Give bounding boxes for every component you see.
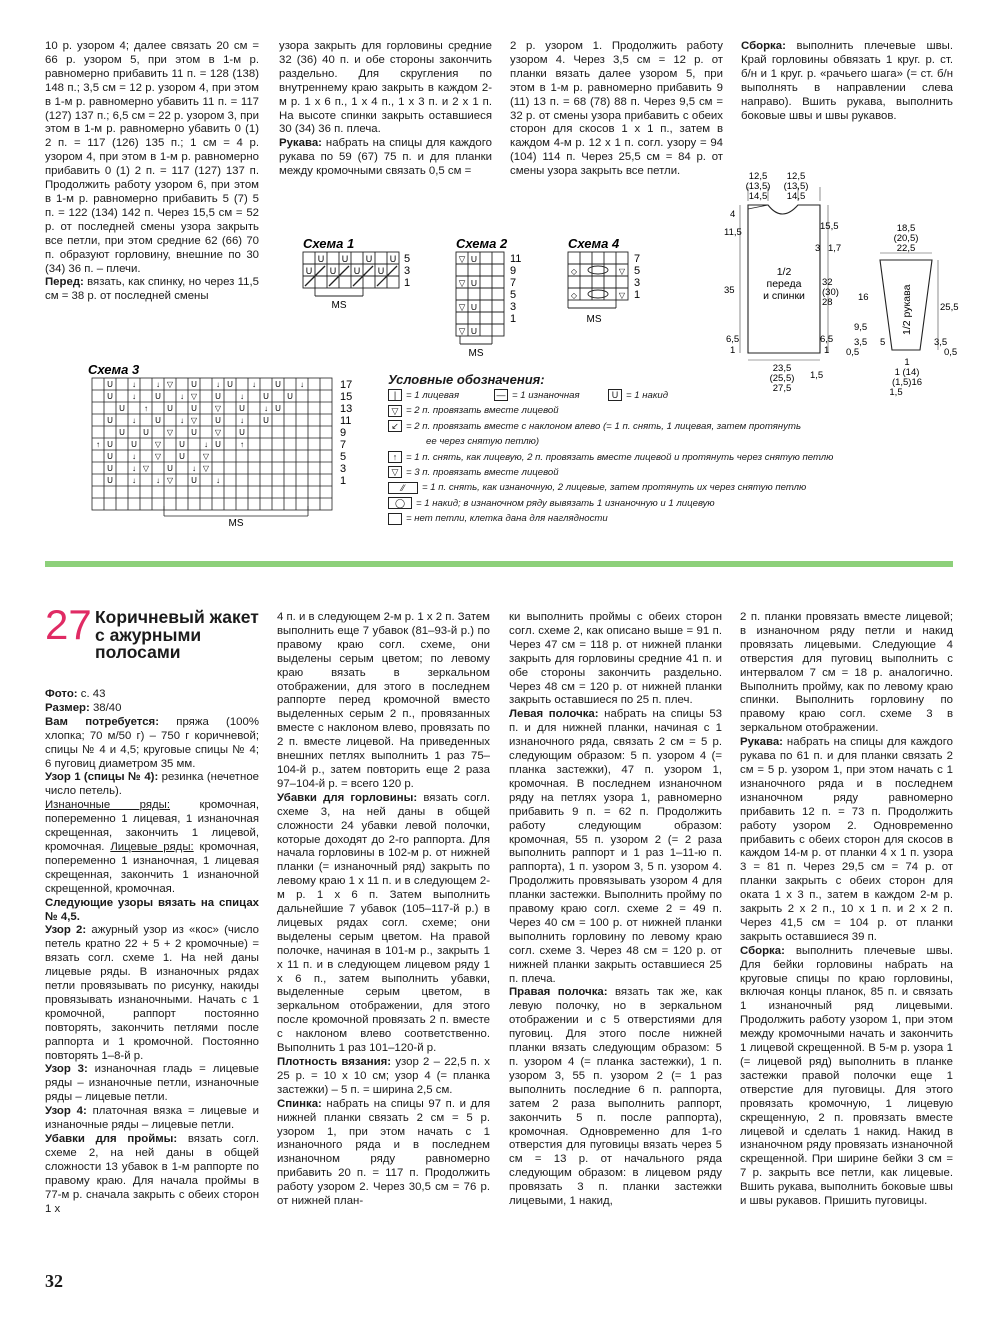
paragraph-text: вязать согл. схеме 3, на ней даны в общей сложности 24 убавки левой полочки, которые доходят до 2-го раппорта. Для начала горловины в 102-м р. от нижней планки (= изнаночный ряд) закрыть по левому краю 1 х 11 п. и в следующем 2-м р. 1 х 6 п. Затем выполнить дальнейшие 7 убавок (105–117-й р.) в лицевых рядах согл. схеме; они выделены серым цветом. На правой полочке, начиная в 101-м р., закрыть 1 х 11 п. и в следующем лицевом ряду 1 х 6 п., затем выполнить убавки, выделенные серым цветом, в зеркальном отображении, для этого после кромочной провязать 2 п. вместе с наклоном влево соответственно. Выполнить 1 раз 101–120-й р. [277, 791, 490, 1055]
sleeves-heading: Рукава: [279, 137, 322, 150]
paragraph-heading: Правая полочка: [509, 986, 608, 999]
paragraph-text: пряжа (100% хлопка; 70 м/50 г) – 750 г коричневой; спицы № 4 и 4,5; круговые спицы № 4; 6 пуговиц диаметром 35 мм. [45, 715, 259, 770]
svg-text:▽: ▽ [214, 404, 222, 413]
a2-paragraph [277, 1098, 490, 1209]
svg-text:↓: ↓ [204, 440, 208, 449]
paragraph-text: 4 п. и в следующем 2-м р. 1 х 2 п. Затем выполнить еще 7 убавок (81–93-й р.) по правому краю согл. схеме, они выделены серым цветом; по левому краю вязать в зеркальном отображении, для этого в последнем раппорте перед кромочной вместо выделенных серым 2 п., провязанных вместе с наклоном влево, провязать по 2 п. вместе лицевой. На приведенных внешних петлях выполнить 1 раз 75–104-й р., затем повторить еще 2 раза 97–104-й р. = всего 120 р. [277, 611, 490, 790]
a1-paragraph [45, 1133, 259, 1216]
svg-text:U: U [239, 404, 245, 413]
svg-text:▽: ▽ [618, 267, 626, 276]
article-col-3 [509, 611, 722, 1209]
front-heading: Перед: [45, 276, 84, 289]
svg-text:▽: ▽ [618, 291, 626, 300]
svg-text:↑: ↑ [96, 440, 100, 449]
scheme-3-row-label: 5 [340, 451, 347, 463]
svg-text:U: U [119, 428, 125, 437]
dim-22-5: 22,5 [896, 243, 916, 254]
svg-text:U: U [305, 266, 313, 276]
svg-text:U: U [470, 302, 478, 312]
svg-text:U: U [227, 380, 233, 389]
svg-text:↑: ↑ [240, 440, 244, 449]
svg-text:↓: ↓ [156, 476, 160, 485]
scheme-3-title: Схема 3 [88, 362, 140, 377]
dim-35: 35 [724, 285, 735, 296]
dim-shoulder-a: 12,5 [748, 171, 768, 182]
assembly-paragraph [741, 40, 953, 123]
dim-4: 4 [730, 209, 736, 220]
yarn-over-icon: U [608, 389, 622, 401]
svg-text:U: U [215, 440, 221, 449]
legend-double-yo: = 1 накид; в изнаночном ряду вывязать 1 изнаночную и 1 лицевую [416, 497, 715, 509]
svg-text:▽: ▽ [166, 428, 174, 437]
dim-shoulder-b-2: (13,5) [783, 181, 809, 192]
legend-row-3 [388, 419, 858, 434]
slip-pass-icon: ⁄⁄ [388, 482, 418, 494]
paragraph-heading: Узор 2: [45, 924, 87, 937]
legend-k2tog: = 2 п. провязать вместе лицевой [406, 405, 559, 417]
paragraph-text: с. 43 [77, 688, 106, 700]
paragraph-text: вязать так же, как левую полочку, но в зеркальном отображении и с 5 отверстиями для пуговиц. Для этого после нижней планки вязать следующим образом: 5 п. узором 4 (= планка застежки), 1 п. узором 3, 55 п. узором 2 (= 1 раз выполнить последние 6 п. раппорта, затем 2 раза выполнить раппорт, закончить 5 п. после раппорта), кромочная. Одновременно для 1-го отверстия для пуговицы вязать через 5 см = 13 р. от начального ряда следующим образом: в лицевом ряду провязать 3 п. планки застежки лицевыми, 1 накид, [509, 986, 722, 1208]
row-type-label: Изнаночные ряды: [45, 799, 171, 812]
a1-paragraph [45, 688, 259, 702]
assembly-text: выполнить плечевые швы. Край горловины обвязать 1 круг. р. ст. б/н и 1 круг. р. «рачьего шага» (= ст. б/н выполнять в направлении слева направо). Вшить рукава, выполнить боковые швы и швы рукавов. [741, 40, 953, 122]
dim-sleeve-1: 1 [904, 357, 910, 368]
svg-text:↓: ↓ [264, 404, 268, 413]
svg-text:↓: ↓ [132, 416, 136, 425]
svg-text:↓: ↓ [216, 476, 220, 485]
dim-shoulder-b: 12,5 [786, 171, 806, 182]
label-half-sleeve: 1/2 рукава [901, 284, 913, 335]
legend-row-6 [388, 480, 858, 495]
scheme-3-row-label: 13 [340, 403, 353, 415]
paragraph-text: набрать на спицы 97 п. и для нижней планки связать 2 см = 5 р. узором 1, при этом начать с 1 изнаночного ряда и в последнем изнаночном ряду равномерно прибавить 20 п. = 117 п. Продолжить работу узором 2. Через 30,5 см = 76 р. от нижней план- [277, 1097, 490, 1208]
svg-text:↓: ↓ [300, 380, 304, 389]
dim-5: 5 [880, 337, 886, 348]
scheme-1-row-1: 1 [404, 277, 411, 289]
svg-text:U: U [155, 416, 161, 425]
paragraph-heading: Узор 4: [45, 1105, 87, 1118]
section-divider [45, 561, 953, 567]
svg-text:↓: ↓ [216, 380, 220, 389]
page-number: 32 [45, 1271, 63, 1291]
paragraph-heading: Спинка: [277, 1097, 322, 1110]
dim-1-left: 1 [730, 345, 736, 356]
a1-paragraph [45, 924, 259, 1063]
scheme-1-ms: MS [331, 300, 347, 311]
svg-text:↓: ↓ [240, 392, 244, 401]
paragraph-heading: Узор 3: [45, 1063, 88, 1076]
sleeves-text: набрать на спицы для каждого рукава по 59 (67) 75 п. и для планки между кромочными связать 0,5 см = [279, 137, 492, 178]
front-text: вязать, как спинку, но через 11,5 см = 38 р. от последней смены [45, 276, 259, 303]
article-col-4 [740, 611, 953, 1209]
svg-text:↓: ↓ [180, 392, 184, 401]
dim-6-5-left: 6,5 [726, 334, 740, 345]
top-col-2-text: узора закрыть для горловины средние 32 (36) 40 п. и обе стороны закончить раздельно. Для скругления по внутреннему краю закрыть в каждом 2-м р. 1 х 6 п., 1 х 4 п., 1 х 3 п. и 2 х 1 п. На высоте спинки закрыть оставшиеся 30 (34) 36 п. плеча. [279, 40, 492, 136]
dim-16: (1,5)16 [891, 377, 923, 388]
sleeves-paragraph [279, 137, 492, 179]
paragraph-text: узор 2 – 22,5 п. х 25 р. = 10 х 10 см; узор 4 (= планка застежки) – 5 п. = ширина 2,5 см. [277, 1056, 490, 1096]
svg-text:U: U [470, 254, 478, 264]
paragraph-text: 2 п. планки провязать вместе лицевой; в изнаночном ряду петли и накид провязать лицевыми. Следующие 4 отверстия для пуговиц выполнить с интервалом 7 см = 18 р. аналогично. Выполнить пройму, как по левому краю спинки. Выполнить горловину по правому краю согл. схеме 3 в зеркальном отображении. [740, 611, 953, 735]
svg-text:U: U [317, 254, 325, 264]
article-title: Коричневый жакет с ажурными полосами [95, 607, 259, 662]
top-col-2 [279, 40, 492, 179]
scheme-3-row-label: 15 [340, 391, 353, 403]
k2tog-icon: ▽ [388, 405, 402, 417]
legend-row-7 [388, 496, 858, 511]
svg-text:▽: ▽ [458, 302, 466, 312]
dim-28: 28 [822, 297, 833, 308]
measurement-diagram [720, 165, 965, 410]
a3-paragraph [509, 611, 722, 708]
scheme-2 [450, 232, 550, 360]
paragraph-heading: Убавки для проймы: [45, 1133, 178, 1145]
svg-text:U: U [287, 392, 293, 401]
svg-text:◇: ◇ [570, 267, 578, 276]
legend-yarn-over: = 1 накид [626, 390, 669, 401]
dim-14: 1 (14) [894, 367, 920, 378]
row-type-label: Лицевые ряды: [110, 840, 194, 853]
paragraph-heading: Вам потребуется: [45, 715, 159, 728]
paragraph-heading: Сборка: [740, 944, 785, 957]
a1-paragraph [45, 702, 259, 716]
dim-11-5: 11,5 [724, 227, 742, 238]
scheme-4-row-5: 5 [634, 265, 641, 277]
purl-icon: — [494, 389, 508, 401]
svg-text:U: U [107, 440, 113, 449]
dim-0-5-right: 0,5 [944, 347, 958, 358]
paragraph-text: вязать согл. схеме 2, на ней даны в общей сложности 13 убавок в 1-м раппорте по правому краю. Для начала проймы в 77-м р. сначала закрыть с обеих сторон 1 х [45, 1133, 259, 1215]
svg-text:▽: ▽ [214, 428, 222, 437]
scheme-3-row-label: 7 [340, 439, 347, 451]
scheme-3-row-label: 3 [340, 463, 347, 475]
svg-text:↓: ↓ [132, 392, 136, 401]
paragraph-heading: Левая полочка: [509, 708, 599, 721]
paragraph-heading: Убавки для горловины: [277, 791, 418, 804]
scheme-1-row-3: 3 [404, 265, 411, 277]
svg-text:U: U [107, 416, 113, 425]
a1-paragraph [45, 716, 259, 772]
scheme-3-row-label: 11 [340, 415, 352, 427]
svg-text:▽: ▽ [190, 392, 198, 401]
scheme-2-row-11: 11 [510, 253, 522, 265]
dim-1-right: 1 [824, 345, 830, 356]
svg-text:↑: ↑ [144, 404, 148, 413]
a1-paragraph [45, 1063, 259, 1105]
top-col-4 [741, 40, 953, 123]
svg-text:U: U [119, 404, 125, 413]
paragraph-heading: Узор 1 (спицы № 4): [45, 771, 159, 784]
label-front: переда [766, 278, 802, 290]
svg-text:▽: ▽ [458, 278, 466, 288]
dim-0-5-left: 0,5 [846, 347, 860, 358]
paragraph-text: платочная вязка = лицевые и изнаночные ряды – лицевые петли. [45, 1105, 259, 1132]
scheme-3-ms: MS [228, 518, 244, 529]
dim-3-5-left: 3,5 [854, 337, 868, 348]
knit-icon: | [388, 389, 402, 401]
legend-row-8 [388, 511, 858, 526]
scheme-1-row-5: 5 [404, 253, 411, 265]
paragraph-text: резинка (нечетное число петель). [45, 771, 259, 798]
scheme-4-title: Схема 4 [568, 236, 620, 251]
scheme-4-row-7: 7 [634, 253, 641, 265]
svg-text:U: U [353, 266, 361, 276]
paragraph-text: набрать на спицы для каждого рукава по 61 п. и для планки связать 2 см = 5 р. узором 1, при этом начать с 1 изнаночного ряда и в последнем изнаночном ряду равномерно прибавить 12 п. = 73 п. Продолжить работу узором 2. Одновременно прибавить с обеих сторон для скосов в каждом 14-м р. от планки 4 х 1 п. узора 3 = 81 п. Через 29,5 см = 74 р. от планки закрыть с обеих сторон для оката 1 х 3 п., затем в каждом 2-м р. закрыть 2 х 2 п., 10 х 1 п. и 2 х 2 п. Через 41,5 см = 104 р. от планки закрыть оставшиеся 39 п. [740, 736, 953, 943]
top-col-1 [45, 40, 259, 304]
paragraph-heading: Фото: [45, 688, 78, 700]
legend-title: Условные обозначения: [388, 372, 545, 387]
svg-text:U: U [167, 404, 173, 413]
assembly-heading: Сборка: [741, 40, 786, 52]
svg-text:▽: ▽ [458, 326, 466, 336]
dim-18-5: 18,5 [896, 223, 916, 234]
svg-text:U: U [155, 392, 161, 401]
paragraph-heading: Плотность вязания: [277, 1056, 392, 1068]
dim-sleeve-25-5: 25,5 [940, 302, 959, 313]
svg-text:▽: ▽ [190, 416, 198, 425]
dim-sleeve-1-5: 1,5 [889, 387, 903, 398]
a2-paragraph [277, 1056, 490, 1098]
legend-slip-pass: = 1 п. снять, как изнаночную, 2 лицевые, затем протянуть их через снятую петлю [422, 482, 807, 494]
no-stitch-icon [388, 513, 402, 525]
legend-ssk-cont: ее через снятую петлю) [426, 436, 540, 448]
svg-text:↓: ↓ [240, 416, 244, 425]
legend-sk2p: = 1 п. снять, как лицевую, 2 п. провязать вместе лицевой и протянуть через снятую петлю [406, 451, 834, 463]
dim-3: 3 [815, 243, 821, 254]
dim-3-5-right: 3,5 [934, 337, 948, 348]
scheme-2-row-3: 3 [510, 301, 517, 313]
a2-paragraph [277, 611, 490, 792]
scheme-2-row-9: 9 [510, 265, 517, 277]
dim-15-5: 15,5 [820, 221, 839, 232]
svg-text:U: U [191, 380, 197, 389]
svg-text:◇: ◇ [570, 291, 578, 300]
paragraph-text: кромочная, попеременно 1 лицевая, 1 изнаночная скрещенная, закончить 1 лицевой, кромочная. [45, 799, 259, 853]
svg-text:↓: ↓ [132, 380, 136, 389]
ssk-icon: ↙ [388, 420, 402, 432]
a1-paragraph [45, 1105, 259, 1133]
a2-paragraph [277, 792, 490, 1056]
svg-text:U: U [263, 392, 269, 401]
scheme-3 [84, 358, 374, 533]
svg-text:U: U [341, 254, 349, 264]
svg-text:U: U [365, 254, 373, 264]
scheme-2-row-7: 7 [510, 277, 517, 289]
svg-text:▽: ▽ [166, 380, 174, 389]
paragraph-text: ки выполнить проймы с обеих сторон согл. схеме 2, как описано выше = 91 п. Через 47 см = 118 р. от нижней планки закрыть для горловины средние 41 п. и обе стороны закончить раздельно. Через 48 см = 120 р. от нижней планки закрыть оставшиеся по 25 п. плеч. [509, 611, 722, 707]
svg-text:U: U [167, 464, 173, 473]
scheme-2-ms: MS [468, 348, 484, 359]
svg-text:↓: ↓ [132, 476, 136, 485]
sk2p-icon: ↑ [388, 451, 402, 463]
article-col-1 [45, 688, 259, 1216]
scheme-3-row-label: 17 [340, 379, 353, 391]
dim-23-5: 23,5 [772, 363, 792, 374]
legend-no-stitch: = нет петли, клетка дана для наглядности [406, 513, 608, 525]
paragraph-heading: Следующие узоры вязать на спицах № 4,5. [45, 896, 259, 923]
svg-text:U: U [470, 326, 478, 336]
svg-text:U: U [191, 428, 197, 437]
top-col-3 [510, 40, 723, 179]
svg-text:U: U [107, 452, 113, 461]
legend-knit: = 1 лицевая [406, 390, 460, 401]
svg-text:U: U [107, 380, 113, 389]
scheme-2-row-1: 1 [510, 313, 517, 325]
dim-20-5: (20,5) [893, 233, 919, 244]
dim-6-5-right: 6,5 [820, 334, 834, 345]
front-paragraph [45, 276, 259, 304]
scheme-4-row-1: 1 [634, 289, 641, 301]
dim-30: (30) [822, 287, 839, 298]
legend-k3tog: = 3 п. провязать вместе лицевой [406, 466, 559, 478]
article-number: 27 [45, 601, 92, 648]
paragraph-text: кромочная, попеременно 1 изнаночная, 1 лицевая скрещенная, закончить 1 изнаночной скрещенной, кромочная. [45, 840, 259, 895]
paragraph-heading: Размер: [45, 701, 90, 714]
legend-row-5 [388, 465, 858, 480]
dim-27-5: 27,5 [772, 383, 792, 394]
svg-text:▽: ▽ [166, 476, 174, 485]
a4-paragraph [740, 611, 953, 736]
legend-ssk: = 2 п. провязать вместе с наклоном влево (= 1 п. снять, 1 лицевая, затем протянуть [406, 420, 801, 432]
top-col-3-text: 2 р. узором 1. Продолжить работу узором 4. Через 3,5 см = 12 р. от планки вязать далее узором 5, при этом в 1-м р. равномерно прибавить 9 (11) 13 п. = 68 (78) 88 п. Через 9,5 см = 32 р. от смены узора прибавить с обеих сторон для скосов 1 х 1 п., затем в каждом 4-м р. 12 х 1 п. согл. узору = 94 (104) 114 п. Через 25,5 см = 84 р. от смены узора закрыть все петли. [510, 40, 723, 178]
dim-25-5: (25,5) [769, 373, 795, 384]
svg-text:U: U [239, 428, 245, 437]
svg-text:U: U [470, 278, 478, 288]
paragraph-text: 38/40 [89, 701, 122, 714]
paragraph-text: изнаночная гладь = лицевые ряды – изнаночные петли, изнаночные ряды – лицевые петли. [45, 1063, 260, 1104]
svg-text:U: U [389, 254, 397, 264]
svg-text:↓: ↓ [156, 380, 160, 389]
a4-paragraph [740, 945, 953, 1209]
svg-text:↓: ↓ [192, 464, 196, 473]
svg-text:↓: ↓ [132, 464, 136, 473]
scheme-2-row-5: 5 [510, 289, 517, 301]
svg-text:U: U [107, 476, 113, 485]
a4-paragraph [740, 736, 953, 945]
svg-text:▽: ▽ [202, 464, 210, 473]
svg-text:U: U [191, 404, 197, 413]
scheme-2-title: Схема 2 [456, 236, 508, 251]
dim-16: 16 [858, 292, 869, 303]
svg-text:↓: ↓ [252, 380, 256, 389]
dim-shoulder-a-3: 14,5 [748, 191, 768, 202]
label-half: 1/2 [776, 266, 792, 278]
svg-text:▽: ▽ [154, 440, 162, 449]
svg-text:▽: ▽ [202, 452, 210, 461]
dim-1-7: 1,7 [828, 243, 842, 254]
svg-text:U: U [179, 452, 185, 461]
a3-paragraph [509, 708, 722, 986]
dim-shoulder-a-2: (13,5) [745, 181, 771, 192]
svg-text:U: U [131, 440, 137, 449]
double-yo-icon: ◯ [388, 497, 412, 509]
dim-9-5: 9,5 [854, 322, 868, 333]
svg-text:U: U [275, 380, 281, 389]
legend-row-4 [388, 450, 858, 465]
svg-text:U: U [329, 266, 337, 276]
svg-text:U: U [275, 404, 281, 413]
article-col-2 [277, 611, 490, 1209]
svg-text:U: U [263, 416, 269, 425]
scheme-3-row-label: 9 [340, 427, 347, 439]
paragraph-text: набрать на спицы 53 п. и для нижней планки, начиная с 1 изнаночного ряда, связать 2 см = 5 р. следующим образом: 5 п. узором 4 (= планка застежки), 47 п. узором 1, кромочная. В последнем изнаночном ряду на петлях узора 1, равномерно прибавить 9 п. = 62 п. Продолжить работу следующим образом: кромочная, 55 п. узором 2 (= 2 раза выполнить раппорт и 1 раз 1–11-ю п. раппорта), 1 п. узором 3, 5 п. узором 4. Продолжить провязывать узором 4 для планки застежки. Выполнить пройму по правому краю согл. схеме 2 = 49 п. Через 40 см = 100 р. от нижней планки выполнить горловину по левому краю согл. схеме 3. Через 48 см = 120 р. от нижней планки закрыть оставшиеся 25 п. плеча. [509, 708, 722, 985]
svg-text:U: U [107, 392, 113, 401]
paragraph-text: выполнить плечевые швы. Для бейки горловины набрать на круговые спицы по краю горловины, включая концы планок, 85 п. и связать 1 изнаночный ряд лицевыми. Продолжить работу узором 1, при этом между кромочными начать и закончить 1 лицевой скрещенной. В 5-м р. узора 1 (= лицевой ряд) выполнить в планке застежки правой полочки еще 1 отверстие для пуговицы. Для этого провязать кромочную, 1 лицевую скрещенную, 2 п. провязать вместе лицевой и сделать 1 накид. Накид в изнаночном ряду провязать изнаночной скрещенной. При ширине бейки 3 см = 7 р. закрыть все петли, как лицевые. Вшить рукава, выполнить боковые швы и швы рукавов. Пришить пуговицы. [740, 944, 953, 1208]
scheme-4 [564, 232, 664, 332]
a1-paragraph [45, 771, 259, 799]
svg-text:▽: ▽ [142, 464, 150, 473]
label-back: и спинки [763, 290, 805, 302]
paragraph-text: ажурный узор из «кос» (число петель кратно 22 + 5 + 2 кромочные) = вязать согл. схеме 1. На ней даны лицевые ряды. В изнаночных рядах петли провязывать по рисунку, накиды провязывать изнаночными. Начать с 1 кромочной, раппорт постоянно повторять, закончить петлями после раппорта и 1 кромочной. Постоянно повторять 1–8-й р. [45, 924, 259, 1062]
scheme-1 [295, 232, 425, 312]
svg-text:U: U [191, 476, 197, 485]
svg-text:▽: ▽ [154, 452, 162, 461]
scheme-4-ms: MS [586, 314, 602, 325]
svg-text:U: U [215, 416, 221, 425]
k3tog-icon: ▽ [388, 466, 402, 478]
svg-text:U: U [377, 266, 385, 276]
top-col-1-text: 10 р. узором 4; далее связать 20 см = 66 р. узором 5, при этом в 1-м р. равномерно прибавить 11 п. = 128 (138) 148 п.; 3,5 см = 12 р. узором 4, при этом в 1-м р. равномерно убавить 11 п. = 117 (127) 137 п.; 6,5 см = 22 р. узором 3, при этом в 1-м р. равномерно убавить 0 (1) 2 п. = 117 (126) 135 п.; 1 см = 4 р. узором 4, при этом в 1-м р. равномерно прибавить 0 (1) 2 п. = 117 (127) 137 п. Продолжить работу узором 6, при этом в 1-м р. равномерно прибавить 5 (7) 5 п. = 122 (134) 142 п. Через 15,5 см = 52 р. от последней смены узора закрыть все петли, при этом средние 62 (66) 70 п. образуют горловину, внешние по 30 (34) 36 п. – плечи. [45, 40, 259, 275]
legend-row-3b [388, 434, 858, 449]
legend-purl: = 1 изнаночная [512, 390, 580, 401]
scheme-4-row-3: 3 [634, 277, 641, 289]
svg-text:↓: ↓ [132, 452, 136, 461]
scheme-3-row-label: 1 [340, 475, 347, 487]
svg-text:U: U [107, 464, 113, 473]
svg-text:↓: ↓ [180, 416, 184, 425]
dim-shoulder-b-3: 14,5 [786, 191, 806, 202]
scheme-1-title: Схема 1 [303, 236, 355, 251]
svg-text:U: U [143, 428, 149, 437]
svg-text:▽: ▽ [458, 254, 466, 264]
a1-paragraph [45, 897, 259, 925]
a3-paragraph [509, 986, 722, 1209]
dim-1-5: 1,5 [810, 370, 824, 381]
paragraph-heading: Рукава: [740, 736, 783, 749]
svg-text:U: U [215, 392, 221, 401]
dim-32: 32 [822, 277, 833, 288]
svg-text:U: U [179, 440, 185, 449]
